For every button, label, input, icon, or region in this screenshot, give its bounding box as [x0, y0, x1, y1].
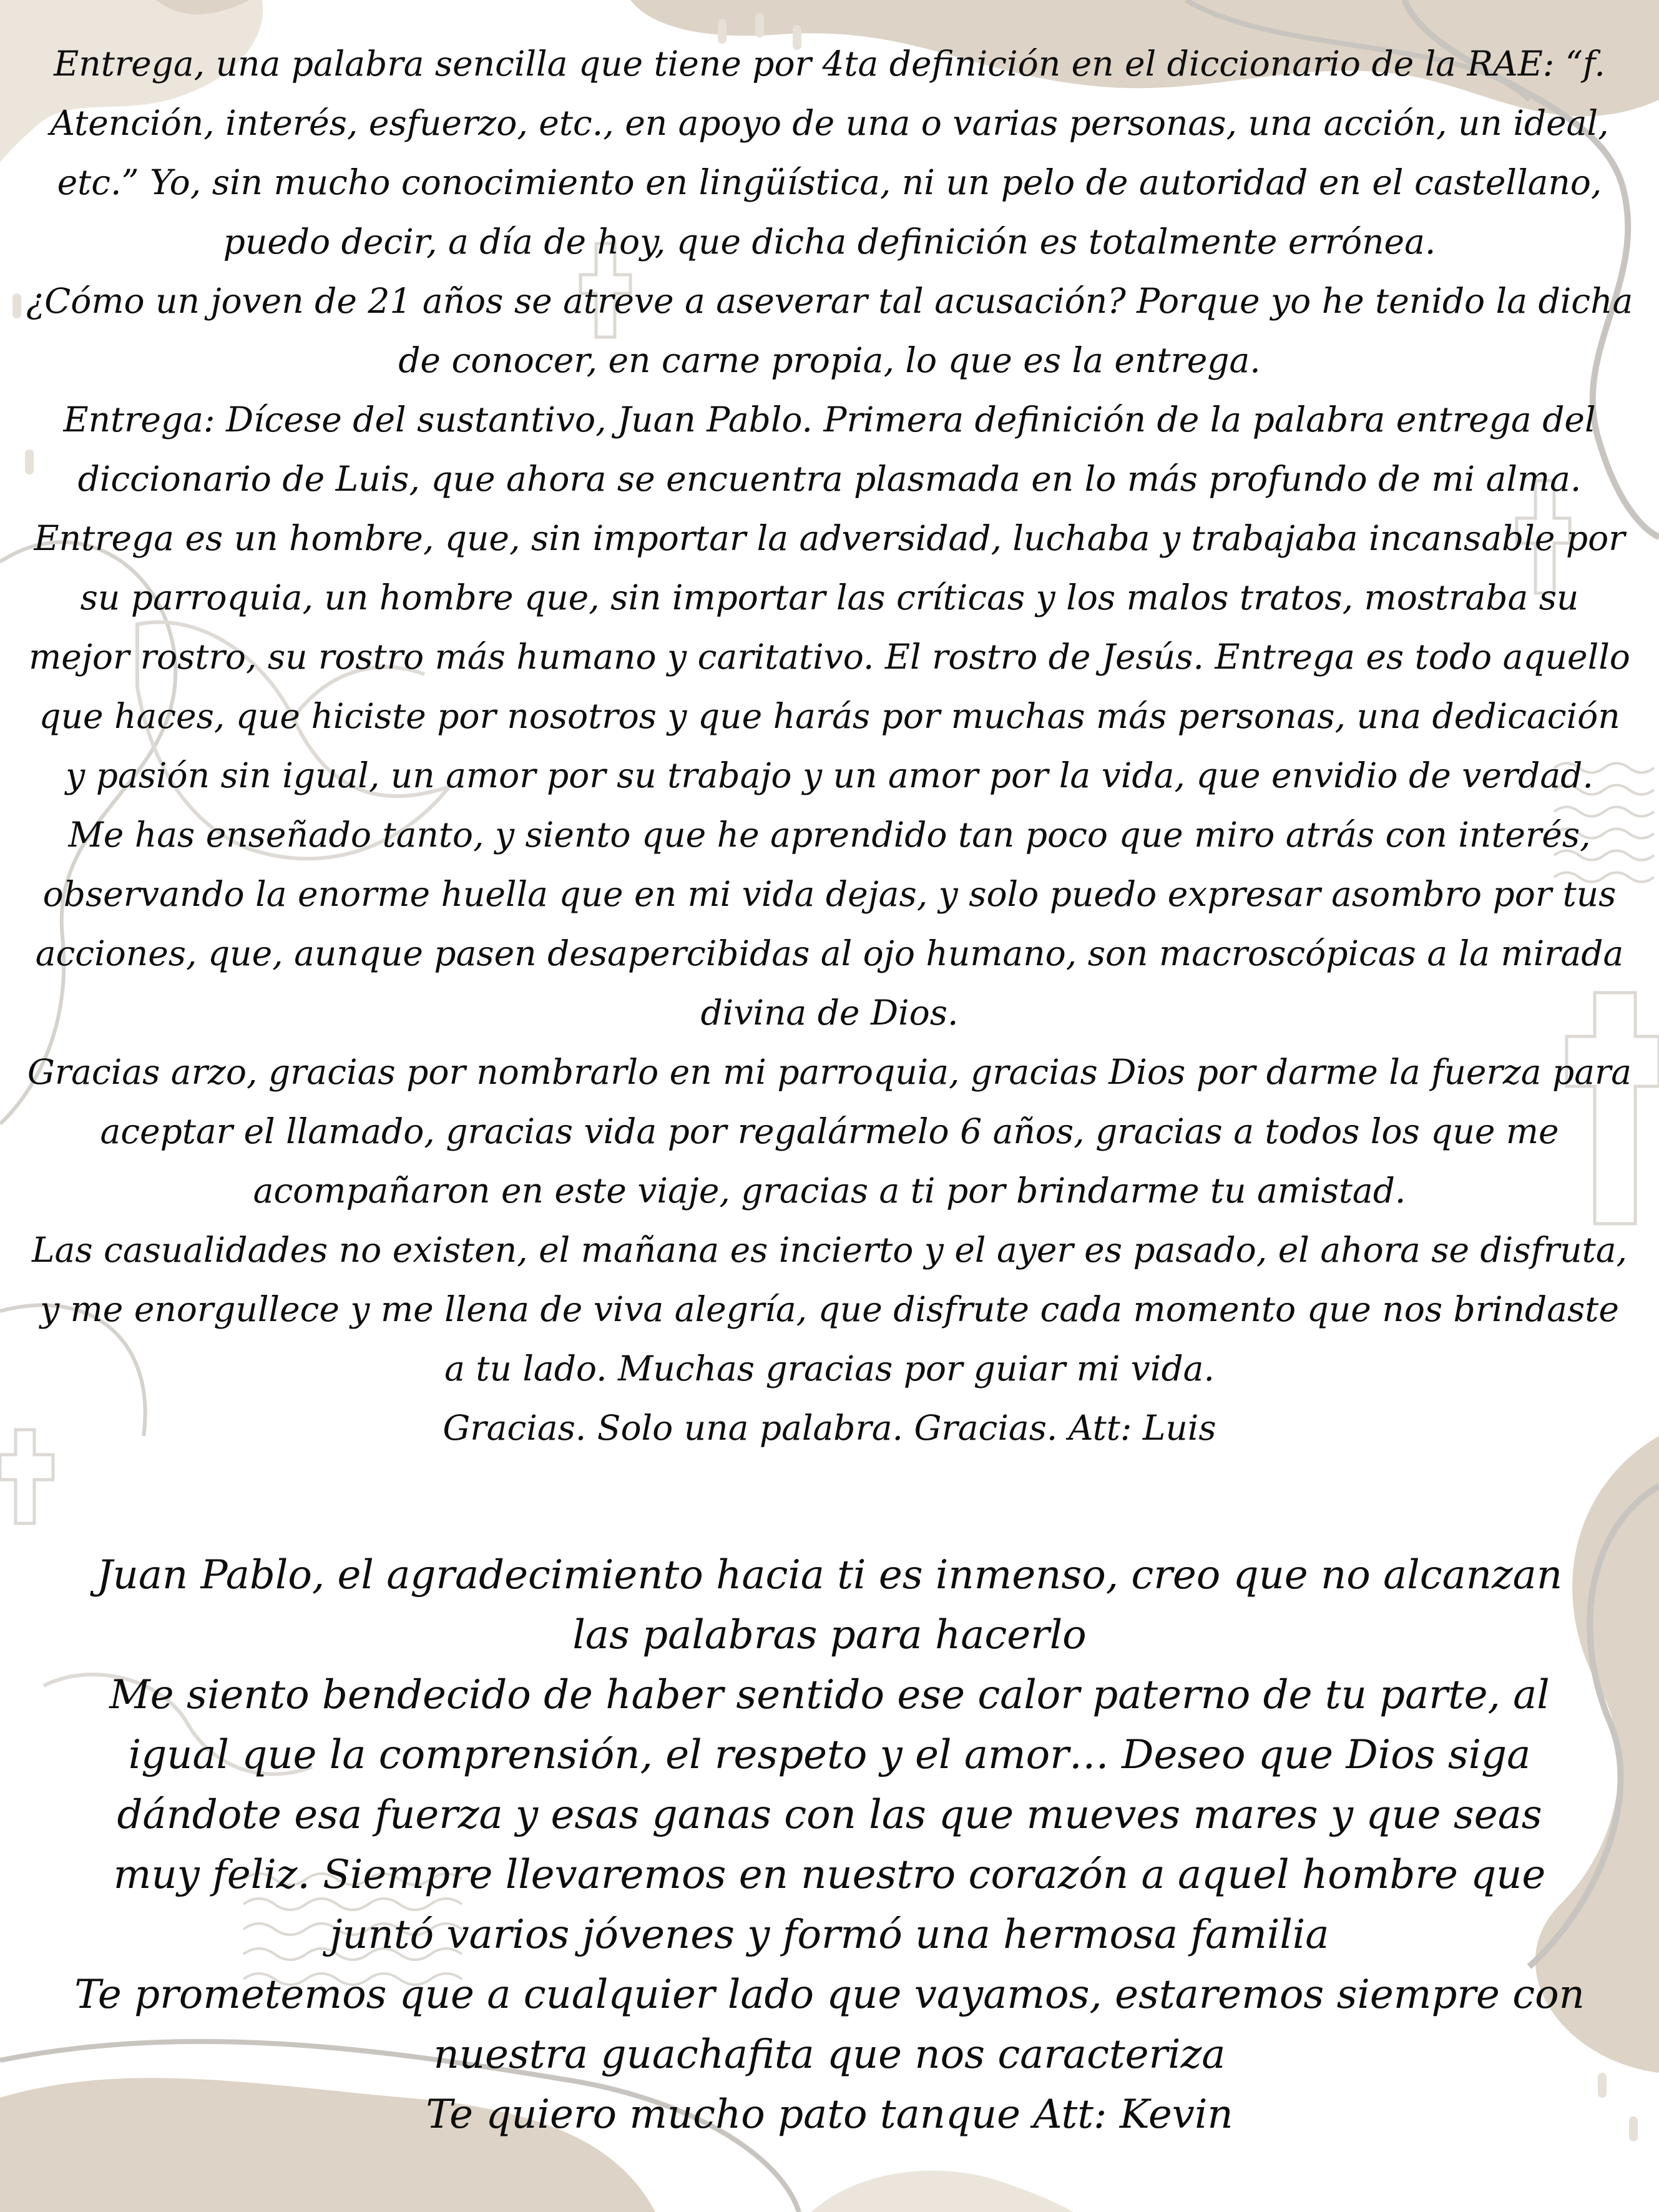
- letter-kevin: [69, 1545, 1590, 2145]
- signature-luis: Gracias. Solo una palabra. Gracias. Att: Luis: [443, 1408, 1216, 1448]
- beige-blob: [811, 2171, 1074, 2212]
- paragraph: Me siento bendecido de haber sentido ese calor paterno de tu parte, al igual que la comprensión, el respeto y el amor… Deseo que Dios siga dándote esa fuerza y esas ganas con las que mueves mares y que seas muy feliz. Siempre llevaremos en nuestro corazón a aquel hombre que juntó varios jóvenes y formó una hermosa familia: [109, 1672, 1550, 1958]
- paragraph: Juan Pablo, el agradecimiento hacia ti es inmenso, creo que no alcanzan las palabras para hacerlo: [96, 1552, 1563, 1658]
- paragraph: Me has enseñado tanto, y siento que he aprendido tan poco que miro atrás con interés, observando la enorme huella que en mi vida dejas, y solo puedo expresar asombro por tus acciones, que, aunque pasen desapercibidas al ojo humano, son macroscópicas a la mirada divina de Dios.: [35, 815, 1624, 1033]
- paragraph: Entrega, una palabra sencilla que tiene por 4ta definición en el diccionario de la RAE: “f. Atención, interés, esfuerzo, etc., en apoyo de una o varias personas, una acción, un ideal, etc.” Yo, sin mucho conocimiento en lingüística, ni un pelo de autoridad en el castellano, puedo decir, a día de hoy, que dicha definición es totalmente errónea.: [50, 44, 1609, 262]
- signature-kevin: Te quiero mucho pato tanque Att: Kevin: [426, 2092, 1233, 2138]
- paragraph: Las casualidades no existen, el mañana es incierto y el ayer es pasado, el ahora se disfruta, y me enorgullece y me llena de viva alegría, que disfrute cada momento que nos brindaste a tu lado. Muchas gracias por guiar mi vida.: [32, 1230, 1627, 1389]
- paragraph: Te prometemos que a cualquier lado que vayamos, estaremos siempre con nuestra guachafita que nos caracteriza: [74, 1972, 1585, 2078]
- paragraph: ¿Cómo un joven de 21 años se atreve a aseverar tal acusación? Porque yo he tenido la dicha de conocer, en carne propia, lo que es la entrega.: [26, 281, 1633, 380]
- paragraph: Entrega: Dícese del sustantivo, Juan Pablo. Primera definición de la palabra entrega del diccionario de Luis, que ahora se encuentra plasmada en lo más profundo de mi alma. Entrega es un hombre, que, sin importar la adversidad, luchaba y trabajaba incansable por su parroquia, un hombre que, sin importar las críticas y los malos tratos, mostraba su mejor rostro, su rostro más humano y caritativo. El rostro de Jesús. Entrega es todo aquello que haces, que hiciste por nosotros y que harás por muchas más personas, una dedicación y pasión sin igual, un amor por su trabajo y un amor por la vida, que envidio de verdad.: [29, 400, 1630, 795]
- paragraph: Gracias arzo, gracias por nombrarlo en mi parroquia, gracias Dios por darme la fuerza para aceptar el llamado, gracias vida por regalármelo 6 años, gracias a todos los que me acompañaron en este viaje, gracias a ti por brindarme tu amistad.: [27, 1052, 1632, 1211]
- letter-luis: [25, 34, 1634, 1458]
